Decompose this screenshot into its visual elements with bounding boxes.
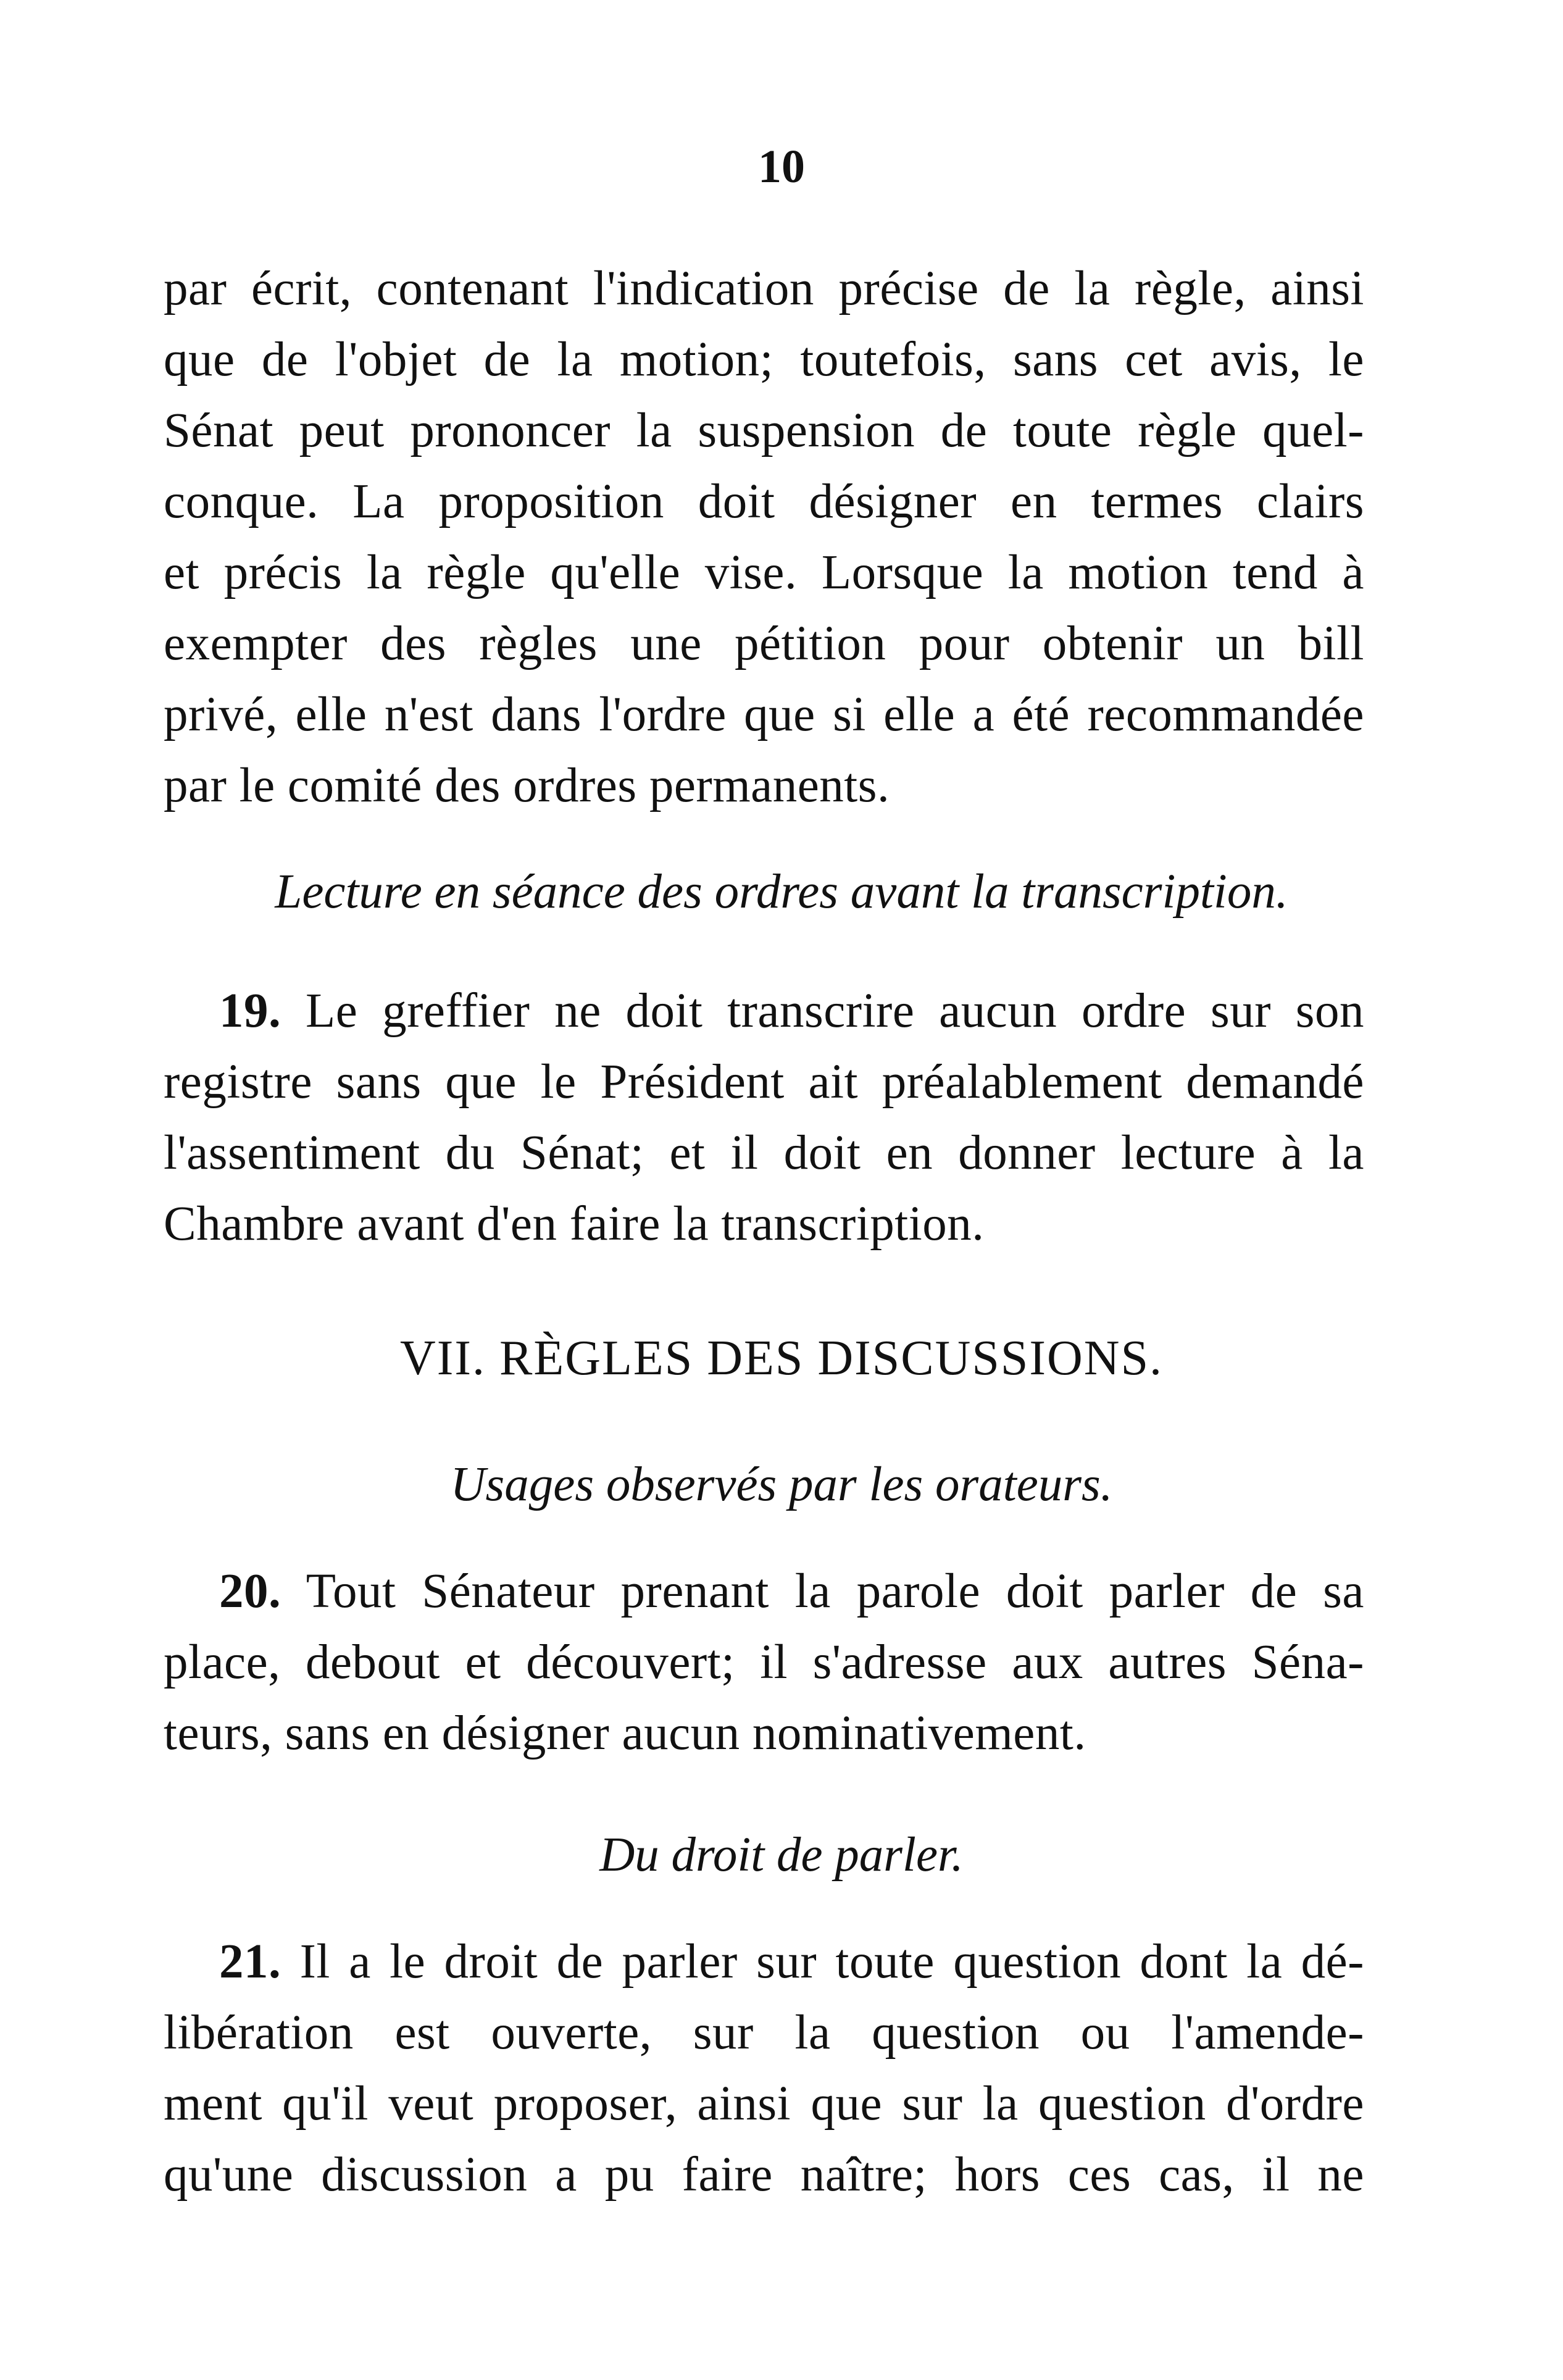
text-line: libération est ouverte, sur la question ou l'amende- [164,2006,1364,2060]
subheading-usages: Usages observés par les orateurs. [450,1458,1113,1511]
text-line: qu'une discussion a pu faire naître; hors ces cas, il ne [164,2148,1364,2202]
article-21 [164,1926,1364,2210]
text-line: conque. La proposition doit désigner en termes clairs [164,475,1364,528]
text-line: que de l'objet de la motion; toutefois, sans cet avis, le [164,333,1364,386]
article-19 [164,975,1364,1259]
text-line: ment qu'il veut proposer, ainsi que sur la question d'ordre [164,2077,1364,2131]
article-text: Il a le droit de parler sur toute question dont la dé- [299,1935,1364,1989]
text-line: Chambre avant d'en faire la transcription. [164,1197,985,1251]
article-number: 19. [219,984,281,1038]
text-line [164,975,1364,1046]
section-title: VII. RÈGLES DES DISCUSSIONS. [399,1331,1164,1385]
text-line: exempter des règles une pétition pour obtenir un bill [164,617,1364,670]
text-line: registre sans que le Président ait préalablement demandé [164,1055,1364,1109]
text-line: par le comité des ordres permanents. [164,759,890,812]
text-line: et précis la règle qu'elle vise. Lorsque la motion tend à [164,546,1364,599]
article-20 [164,1556,1364,1769]
text-line [164,1556,1364,1627]
article-text: Tout Sénateur prenant la parole doit parler de sa [306,1564,1364,1618]
text-line: l'assentiment du Sénat; et il doit en donner lecture à la [164,1126,1364,1180]
article-number: 20. [219,1564,281,1618]
subheading-droit: Du droit de parler. [599,1828,964,1882]
text-line: privé, elle n'est dans l'ordre que si elle a été recommandée [164,688,1364,741]
text-line: teurs, sans en désigner aucun nominativement. [164,1706,1086,1760]
page-number: 10 [758,141,805,193]
text-line: Sénat peut prononcer la suspension de toute règle quel- [164,404,1364,457]
article-number: 21. [219,1935,281,1989]
article-text: Le greffier ne doit transcrire aucun ordre sur son [306,984,1364,1038]
paragraph-continuation [164,253,1364,821]
text-line: par écrit, contenant l'indication précise de la règle, ainsi [164,262,1364,315]
subheading-lecture: Lecture en séance des ordres avant la transcription. [275,865,1288,919]
text-line: place, debout et découvert; il s'adresse aux autres Séna- [164,1635,1364,1689]
text-line [164,1926,1364,1997]
